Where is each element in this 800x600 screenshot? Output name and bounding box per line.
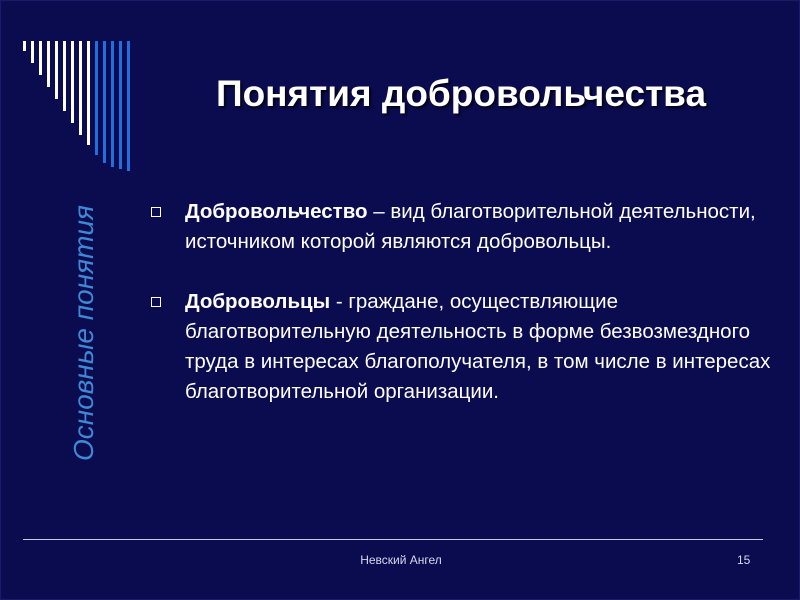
stripe [79,41,82,135]
footer-author: Невский Ангел [360,553,442,567]
bullet-volunteers [151,287,771,407]
square-bullet-icon [151,207,161,217]
bullet-term: Добровольчество [185,200,368,223]
stripe [87,41,90,145]
stripe [95,41,98,155]
bullet-separator: - [330,290,349,313]
stripe [39,41,42,75]
bullet-separator: – [367,200,391,223]
page-number: 15 [737,553,751,567]
side-label: Основные понятия [68,205,99,461]
stripe [47,41,50,87]
stripe [111,41,114,167]
decorative-stripes [1,1,141,171]
stripe [103,41,106,163]
stripe [55,41,58,99]
stripe [31,41,34,63]
stripe [71,41,74,123]
stripe [23,41,26,51]
slide-title: Понятия добровольчества [215,73,707,114]
square-bullet-icon [151,297,161,307]
stripe [127,41,130,171]
bullet-text: граждане, осуществляющие благотворительную деятельность в форме безвозмездного труда в интересах благополучателя, в том числе в интересах благотворительной организации. [185,290,771,403]
bullet-list [151,197,771,407]
bullet-volunteering [151,197,771,257]
bullet-term: Добровольцы [185,290,331,313]
stripe [119,41,122,169]
bullet-text: вид благотворительной деятельности, источником которой являются добровольцы. [185,200,756,253]
stripe [63,41,66,111]
footer-divider [23,539,763,540]
